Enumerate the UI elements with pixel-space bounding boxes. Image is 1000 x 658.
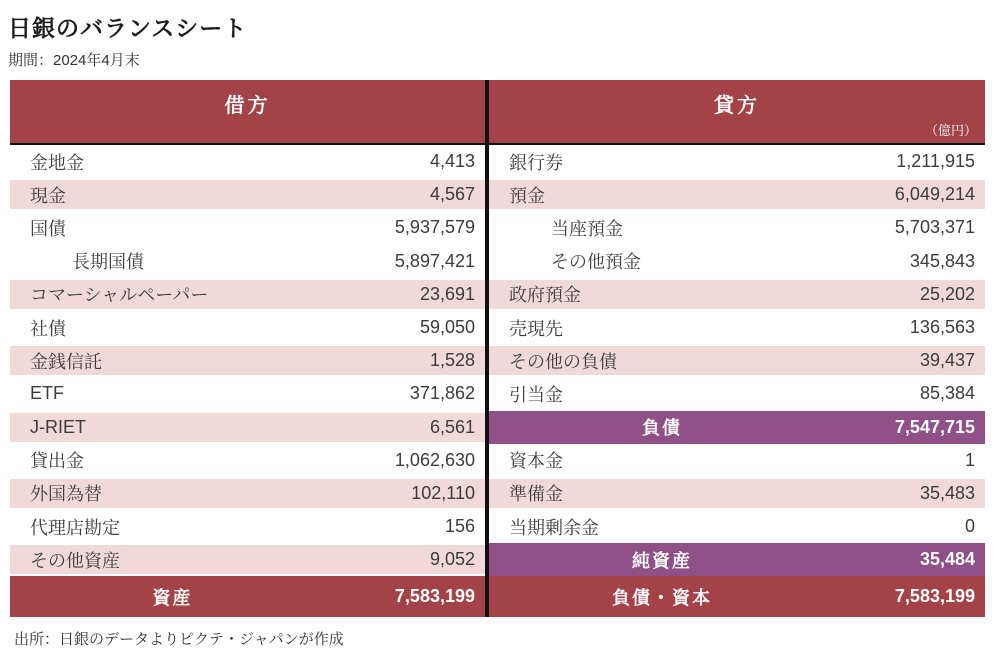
row-label: その他資産 [30,550,120,571]
row-label: 国債 [30,218,66,239]
credit-header-label: 貸方 [714,95,760,117]
row-label: 金銭信託 [30,351,102,372]
debit-column [10,80,485,617]
row-value: 5,937,579 [394,217,475,238]
table-row [10,145,485,178]
row-label: 引当金 [509,384,563,405]
table-row [10,377,485,410]
row-label: 銀行券 [509,152,563,173]
table-row [489,510,985,543]
row-label: 純資産 [632,550,692,571]
row-label: 売現先 [509,318,563,339]
table-row [489,145,985,178]
row-value: 1 [964,449,975,470]
table-row [10,411,485,444]
row-label: 長期国債 [72,252,144,273]
row-value: 7,583,199 [394,586,475,607]
credit-rows [489,145,985,617]
row-label: J-RIET [30,416,86,437]
table-row [10,211,485,244]
row-label: 代理店勘定 [30,517,120,538]
row-label: コマーシャルペーパー [30,285,209,306]
row-label: 資産 [152,587,193,608]
table-row [10,178,485,211]
debit-header-label: 借方 [224,95,271,117]
page-title: 日銀のバランスシート [8,15,248,41]
table-row [489,411,985,444]
row-label: 当期剰余金 [509,517,599,538]
row-label: 外国為替 [30,484,102,505]
table-row [10,344,485,377]
row-value: 23,691 [419,283,475,304]
unit-label: （億円） [924,123,977,138]
row-label: 準備金 [509,484,563,505]
row-value: 6,049,214 [894,184,975,205]
row-label: 現金 [30,185,66,206]
table-row [489,178,985,211]
row-label: 当座預金 [551,218,623,239]
table-row [10,510,485,543]
table-row [10,444,485,477]
table-row [489,377,985,410]
row-value: 102,110 [411,482,475,503]
debit-column-header [10,80,485,145]
table-row [489,278,985,311]
row-label: 政府預金 [509,285,581,306]
table-row [489,344,985,377]
row-value: 5,703,371 [894,217,975,238]
row-value: 35,484 [919,549,975,570]
balance-sheet-table [10,80,985,617]
row-label: 貸出金 [30,451,84,472]
row-value: 59,050 [419,317,475,338]
row-label: その他の負債 [509,351,617,372]
row-label: 負債 [642,418,682,439]
row-value: 1,528 [429,350,475,371]
row-value: 7,583,199 [894,586,975,607]
row-value: 0 [964,516,975,537]
row-value: 35,483 [919,482,975,503]
table-row [489,576,985,617]
row-value: 4,567 [429,184,475,205]
table-row [10,477,485,510]
table-row [489,543,985,576]
row-label: 預金 [509,185,545,206]
row-value: 1,062,630 [394,449,475,470]
row-value: 85,384 [919,383,975,404]
table-row [10,543,485,576]
row-value: 1,211,915 [896,151,975,172]
row-value: 371,862 [409,383,475,404]
table-row [489,211,985,244]
row-value: 5,897,421 [394,250,475,271]
debit-rows [10,145,485,617]
period-label: 期間：2024年4月末 [8,52,140,69]
source-note: 出所：日銀のデータよりピクテ・ジャパンが作成 [14,631,344,649]
row-label: 社債 [30,318,66,339]
row-label: 資本金 [509,451,563,472]
row-value: 25,202 [919,283,975,304]
table-row [489,245,985,278]
row-value: 9,052 [429,549,475,570]
table-row [489,444,985,477]
table-row [489,477,985,510]
table-row [10,311,485,344]
row-value: 156 [444,516,475,537]
row-value: 39,437 [919,350,975,371]
table-row [10,278,485,311]
row-label: その他預金 [551,252,641,273]
table-row [10,576,485,617]
row-value: 345,843 [909,250,975,271]
credit-column [489,80,985,617]
row-label: ETF [30,383,64,404]
table-row [489,311,985,344]
row-value: 6,561 [429,416,475,437]
row-value: 7,547,715 [894,416,975,437]
table-row [10,245,485,278]
row-label: 金地金 [30,152,84,173]
row-value: 136,563 [909,317,975,338]
row-value: 4,413 [429,151,475,172]
credit-column-header [489,80,985,145]
row-label: 負債・資本 [612,587,712,608]
